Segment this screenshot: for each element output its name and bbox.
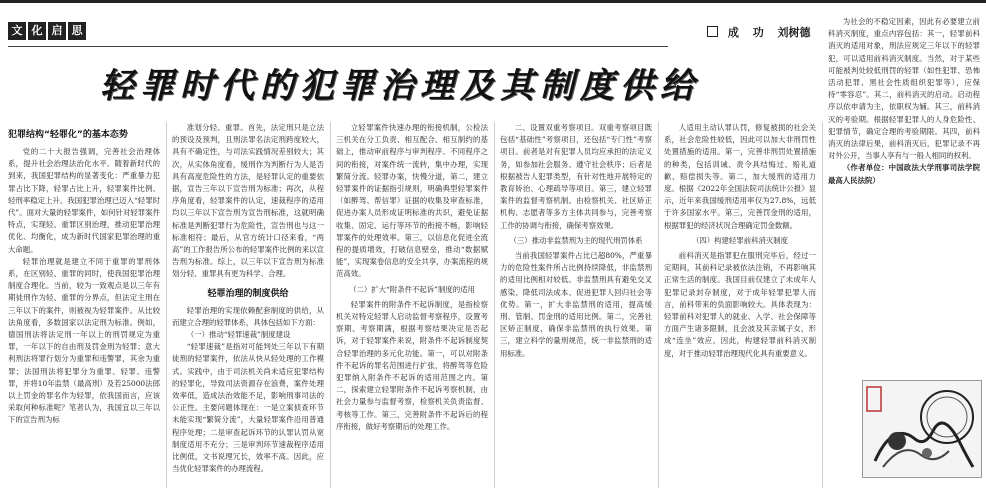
section-tag-char: 化: [28, 22, 46, 40]
article-column-2: [172, 122, 324, 488]
section-tag-char: 文: [8, 22, 26, 40]
paragraph: 人适用主动认罪认罚，修复被损的社会关系，社会危险性较低，因此可以加大非刑罚性处置措施的适用。第一，完善非刑罚处置措施的种类，包括训诫、责令具结悔过、赔礼道歉、赔偿损失等。第二，加大缓刑的适用力度。根据《2022年全国法院司法统计公报》显示，近年来我国缓刑适用率仅为27.8%，远低于许多国家水平。第三，完善罚金刑的适用，根据罪犯的经济状况合理确定罚金数额。: [664, 123, 816, 230]
paragraph: “轻罪速裁”是指对可能判处三年以下有期徒刑的轻罪案件，依法从快从轻处理的工作模式。实践中，由于司法机关尚未适应犯罪结构的轻罪化，导致司法资源存在浪费，案件处理效率低，造成法治效能不足，影响刑事司法的公正性。主要问题体现在：一是立案侦查环节未能实现“繁简分流”，大量轻罪案件沿用普通程序处理；二是审查起诉环节的认罪认罚从宽制度适用不充分；三是审判环节速裁程序适用比例低，文书说理冗长，效率不高。因此，应当优化轻罪案件的办理流程。: [172, 342, 324, 474]
column-divider: [822, 122, 823, 488]
paragraph: 准划分轻、重罪。首先，法定刑只是立法的预设及预判，且刑法罪名法定刑跨度较大，具有不确定性，与司法实践情况差别较大；其次，从实体角度看，缓刑作为判断行为人是否具有高度危险性的方法，是轻罪认定的重要依据，宣告三年以下宣告刑为标准；再次，从程序角度看，轻罪案件的认定，速裁程序的适用均以三年以下宣告刑为宣告刑标准，这就明确标准是判断犯罪行为危险性，宣告刑也与这一标准相符；最后，从官方统计口径来看，“两高”的工作报告所公布的轻罪案件比例的来以宣告刑为标准。综上，以三年以下宣告刑为标准划分轻、重罪具有更为科学、合理。: [172, 123, 324, 279]
byline: [707, 24, 821, 40]
subsection-heading: （三）推动非监禁刑为主的现代刑罚体系: [509, 235, 643, 245]
author-name: 成: [727, 26, 739, 39]
illustration-drawing: [863, 381, 981, 477]
paragraph: 轻罪案件的附条件不起诉制度，是指检察机关对特定轻罪人启动监督考察程序，设置考察期、考察期满，根据考察结果决定是否起诉，对于轻罪案件来说，附条件不起诉制度契合轻罪治理的多元化功能。第一，可以对附条件不起诉的罪名范围进行扩张，将醉驾等危险犯罪纳入附条件不起诉的适用范围之内。第二，探索建立轻罪附条件不起诉考察机制，由社会力量参与监督考察，检察机关负责监督、考核等工作。第三，完善附条件不起诉后的程序衔接，做好考察期后的处理工作。: [336, 299, 488, 431]
paragraph: 轻罪治理的实现依赖配套制度的供给，从而建立合理的轻罪体系，具体包括如下方面：: [172, 305, 324, 327]
paragraph: 前科消灭是指罪犯在服刑完毕后，经过一定期间，其前科记录被依法注销，不再影响其正常生活的制度。我国目前仅建立了未成年人犯罪记录封存制度，对于成年轻罪犯罪人而言，前科带来的负面影响较大。具体表现为：轻罪前科对犯罪人的就业、入学、社会保障等方面产生诸多限制，且会波及其亲属子女，形成“连坐”效应。因此，构建轻罪前科消灭制度，对于推动轻罪治理现代化具有重要意义。: [664, 251, 816, 358]
column-divider: [658, 122, 659, 488]
section-heading: 轻罪治理的制度供给: [207, 288, 289, 299]
square-icon: [707, 26, 718, 37]
article-column-4: [500, 122, 652, 488]
column-divider: [166, 122, 167, 488]
paragraph: 二、设置双重考察项目。双重考察项目既包括“基础性”考察项目，还包括“专门性”考察项目。前者是对有犯罪人员均应承担的法定义务，如参加社会服务、遵守社会秩序；后者是根据被告人犯罪类型，有针对性地开展特定的教育矫治、心理疏导等项目。第三，建立轻罪案件的监督考察机制。由检察机关、社区矫正机构、志愿者等多方主体共同参与，完善考察工作的协调与衔接，确保考察效果。: [500, 123, 652, 230]
subsection-heading: （四）构建轻罪前科消灭制度: [691, 235, 789, 245]
paragraph: 为社会的不稳定因素，因此有必要建立前科消灭制度，重点内容包括：其一，轻罪前科消灭的适用对象，刑法应规定三年以下的轻罪犯，可以适用前科消灭制度。当然，对于某些可能被判处较低刑罚的轻罪（如性犯罪、恐怖活动犯罪、黑社会性质组织犯罪等），应保持“零容忍”。其二，前科消灭的启动。启动程序以依申请为主，依职权为辅。其三，前科消灭的考验期。根据轻罪犯罪人的人身危险性、犯罪情节，确定合理的考验期限。其四，前科消灭的法律后果，前科消灭后，犯罪记录不再对外公开，当事人享有与一般人相同的权利。: [828, 17, 980, 161]
header-rule: [8, 46, 668, 47]
paragraph: 轻罪治理就是建立不同于重罪的罪刑体系，在区别轻、重罪的同时，使我国犯罪治理制度合理化。当前，较为一致观点是以三年有期徒刑作为轻、重罪的分界点，但法定主刑在三年以下的案件，则被视为轻罪案件。从比较法角度看，多数国家以法定刑为标准。例如，德国刑法将法定刑一年以上的刑罚规定为重罪，一年以下的自由刑及罚金刑为轻罪；意大利刑法将罪行划分为重罪和违警罪，其余为重罪；法国刑法将犯罪分为重罪、轻罪、违警罪，并将10年监禁（最高刑）及若25000法郎以上罚金的罪名作为轻罪，依我国而言，应该采取何种标准呢？笔者认为，我国宜以三年以下的宣告刑为标: [8, 256, 160, 425]
section-heading: 犯罪结构“轻罪化”的基本态势: [8, 130, 128, 140]
article-column-1: [8, 122, 160, 488]
section-tag-char: 启: [48, 22, 66, 40]
article-column-5: [664, 122, 816, 488]
paragraph: 当前我国轻罪案件占比已超80%，严重暴力的危险性案件所占比例持续降低，非监禁刑的适用比例相对较低。非监禁刑具有避免交叉感染、降低司法成本、促进犯罪人回归社会等优势。第一，扩大非监禁刑的适用，提高缓刑、管制、罚金刑的适用比例。第二，完善社区矫正制度，确保非监禁刑的执行效果。第三，建立科学的量刑规范，统一非监禁刑的适用标准。: [500, 251, 652, 358]
column-divider: [494, 122, 495, 488]
ink-illustration: [862, 380, 982, 478]
top-rule: [0, 0, 986, 3]
author-affiliation: （作者单位：中国政法大学刑事司法学院 最高人民法院）: [828, 163, 980, 185]
author-name: 功: [752, 26, 764, 39]
subsection-heading: （二）扩大“附条件不起诉”制度的适用: [349, 284, 475, 294]
article-column-3: [336, 122, 488, 488]
paragraph: 党的二十大报告强调，完善社会治理体系，提升社会治理法治化水平。随着新时代的到来，我国犯罪结构的显著变化：严重暴力犯罪占比下降，轻罪占比上升，轻罪案件比例、轻刑率稳定上升。我国犯罪治理已迈入“轻罪时代”。面对大量的轻罪案件，如何针对轻罪案件特点，实现轻、重罪区别治理，推动犯罪治理优化、均衡化，成为新时代国家犯罪治理的重大命题。: [8, 147, 160, 254]
headline: 轻罪时代的犯罪治理及其制度供给: [100, 66, 700, 106]
article-column-6: [828, 16, 980, 376]
section-tag-char: 思: [68, 22, 86, 40]
column-divider: [330, 122, 331, 488]
author-name: 刘树德: [777, 26, 811, 39]
section-tag: [8, 22, 86, 40]
paragraph: 立轻罪案件快速办理的衔接机制，公检法三机关在分工负责、相互配合、相互制约的基础上，推动审前程序与审判程序、不同程序之间的衔接，对案件统一流转，集中办理，实现繁简分流。轻罪办案，快慢分道，第二，建立轻罪案件的证据指引规则，明确典型轻罪案件（如醉驾、帮信罪）证据的收集及审查标准，促进办案人员形成证明标准的共识，避免证据收集、固定、运行等环节的衔接不畅，影响轻罪案件的处理效率。第三，以信息化促进全流程的提质增效，打破信息壁垒，推动“数据赋能”，实现案卷信息的安全共享，办案流程的规范高效。: [336, 123, 488, 279]
paragraph: （一）推动“轻罪速裁”制度建设: [186, 330, 291, 340]
